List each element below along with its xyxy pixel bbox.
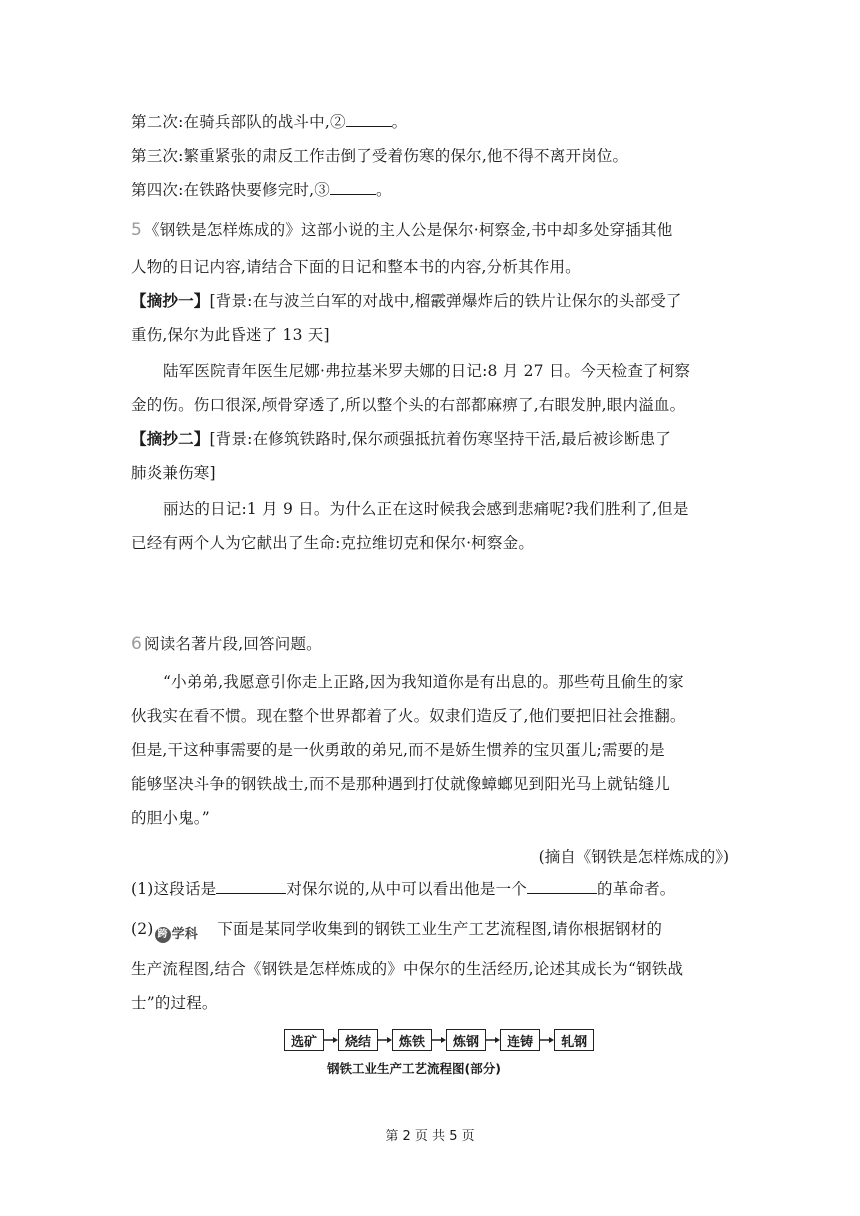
blank-3[interactable]: [330, 180, 376, 195]
flow-step-1: 选矿: [284, 1029, 324, 1051]
question-number-5: 5: [131, 220, 143, 240]
question-5-stem-line-2: 人物的日记内容,请结合下面的日记和整本书的内容,分析其作用。: [131, 258, 581, 276]
question-6-stem: [131, 634, 322, 654]
steel-process-flowchart: [284, 1027, 594, 1053]
answer-line-4-text: 第四次:在铁路快要修完时,③: [131, 181, 330, 199]
question-6-stem-text: 阅读名著片段,回答问题。: [144, 635, 322, 653]
excerpt-1-background-line-2: 重伤,保尔为此昏迷了 13 天]: [131, 326, 330, 344]
excerpt-1-text-line-1: 陆军医院青年医生尼娜·弗拉基米罗夫娜的日记:8 月 27 日。今天检查了柯察: [163, 362, 691, 380]
subquestion-1: [131, 879, 676, 899]
subquestion-2-line-2: 生产流程图,结合《钢铁是怎样炼成的》中保尔的生活经历,论述其成长为“钢铁战: [131, 960, 684, 978]
answer-line-2: [131, 112, 407, 132]
excerpt-1-text-line-2: 金的伤。伤口很深,颅骨穿透了,所以整个头的右部都麻痹了,右眼发肿,眼内溢血。: [131, 396, 686, 414]
passage-source: (摘自《钢铁是怎样炼成的》): [538, 848, 729, 866]
flow-arrow-icon: [324, 1035, 338, 1045]
blank-2[interactable]: [346, 112, 392, 127]
passage-line-1: “小弟弟,我愿意引你走上正路,因为我知道你是有出息的。那些苟且偷生的家: [163, 673, 684, 691]
passage-line-5: 的胆小鬼。”: [131, 809, 210, 827]
flow-arrow-icon: [486, 1035, 500, 1045]
subquestion-2-line-3: 士”的过程。: [131, 994, 218, 1012]
excerpt-2-text-line-2: 已经有两个人为它献出了生命:克拉维切克和保尔·柯察金。: [131, 534, 535, 552]
excerpt-2-label: 【摘抄二】: [131, 429, 210, 448]
blank-revolutionary-type[interactable]: [527, 879, 597, 894]
answer-line-4-end: 。: [375, 181, 392, 199]
answer-line-2-text: 第二次:在骑兵部队的战斗中,②: [131, 113, 346, 131]
page-footer: 第 2 页 共 5 页: [385, 1129, 475, 1144]
flowchart-caption: 钢铁工业生产工艺流程图(部分): [327, 1061, 501, 1076]
flow-arrow-icon: [378, 1035, 392, 1045]
passage-line-2: 伙我实在看不惯。现在整个世界都着了火。奴隶们造反了,他们要把旧社会推翻。: [131, 707, 686, 725]
passage-line-3: 但是,干这种事需要的是一伙勇敢的弟兄,而不是娇生惯养的宝贝蛋儿;需要的是: [131, 741, 665, 759]
excerpt-1-label: 【摘抄一】: [131, 291, 210, 310]
question-number-6: 6: [131, 634, 143, 654]
flow-step-3: 炼铁: [392, 1029, 432, 1051]
flow-step-5: 连铸: [500, 1029, 540, 1051]
subquestion-2-line-1: [131, 919, 662, 945]
cross-subject-label: 学科: [171, 927, 198, 942]
subquestion-2-number: (2): [131, 920, 154, 938]
cross-subject-badge: [155, 925, 198, 945]
question-5-stem-line-1: [131, 220, 672, 240]
flow-step-6: 轧钢: [554, 1029, 594, 1051]
passage-line-4: 能够坚决斗争的钢铁战士,而不是那种遇到打仗就像蟑螂见到阳光马上就钻缝儿: [131, 775, 670, 793]
excerpt-1-header: [131, 291, 682, 311]
flow-arrow-icon: [432, 1035, 446, 1045]
excerpt-2-background-line-2: 肺炎兼伤寒]: [131, 464, 216, 482]
cross-subject-icon: 跨: [155, 927, 171, 943]
answer-line-4: [131, 180, 392, 200]
flow-arrow-icon: [540, 1035, 554, 1045]
question-5-stem-text-1: 《钢铁是怎样炼成的》这部小说的主人公是保尔·柯察金,书中却多处穿插其他: [144, 221, 673, 239]
subquestion-1-part-b: 对保尔说的,从中可以看出他是一个: [286, 880, 527, 898]
excerpt-2-text-line-1: 丽达的日记:1 月 9 日。为什么正在这时候我会感到悲痛呢?我们胜利了,但是: [163, 500, 689, 518]
answer-line-3: 第三次:繁重紧张的肃反工作击倒了受着伤寒的保尔,他不得不离开岗位。: [131, 147, 629, 165]
answer-line-2-end: 。: [391, 113, 408, 131]
subquestion-1-part-c: 的革命者。: [597, 880, 676, 898]
subquestion-1-part-a: (1)这段话是: [131, 880, 217, 898]
flow-step-4: 炼钢: [446, 1029, 486, 1051]
blank-speaker[interactable]: [216, 879, 286, 894]
subquestion-2-text-1: 下面是某同学收集到的钢铁工业生产工艺流程图,请你根据钢材的: [217, 920, 663, 938]
flow-step-2: 烧结: [338, 1029, 378, 1051]
excerpt-2-header: [131, 429, 671, 449]
excerpt-1-background: [背景:在与波兰白军的对战中,榴霰弹爆炸后的铁片让保尔的头部受了: [209, 292, 682, 310]
excerpt-2-background: [背景:在修筑铁路时,保尔顽强抵抗着伤寒坚持干活,最后被诊断患了: [209, 430, 672, 448]
